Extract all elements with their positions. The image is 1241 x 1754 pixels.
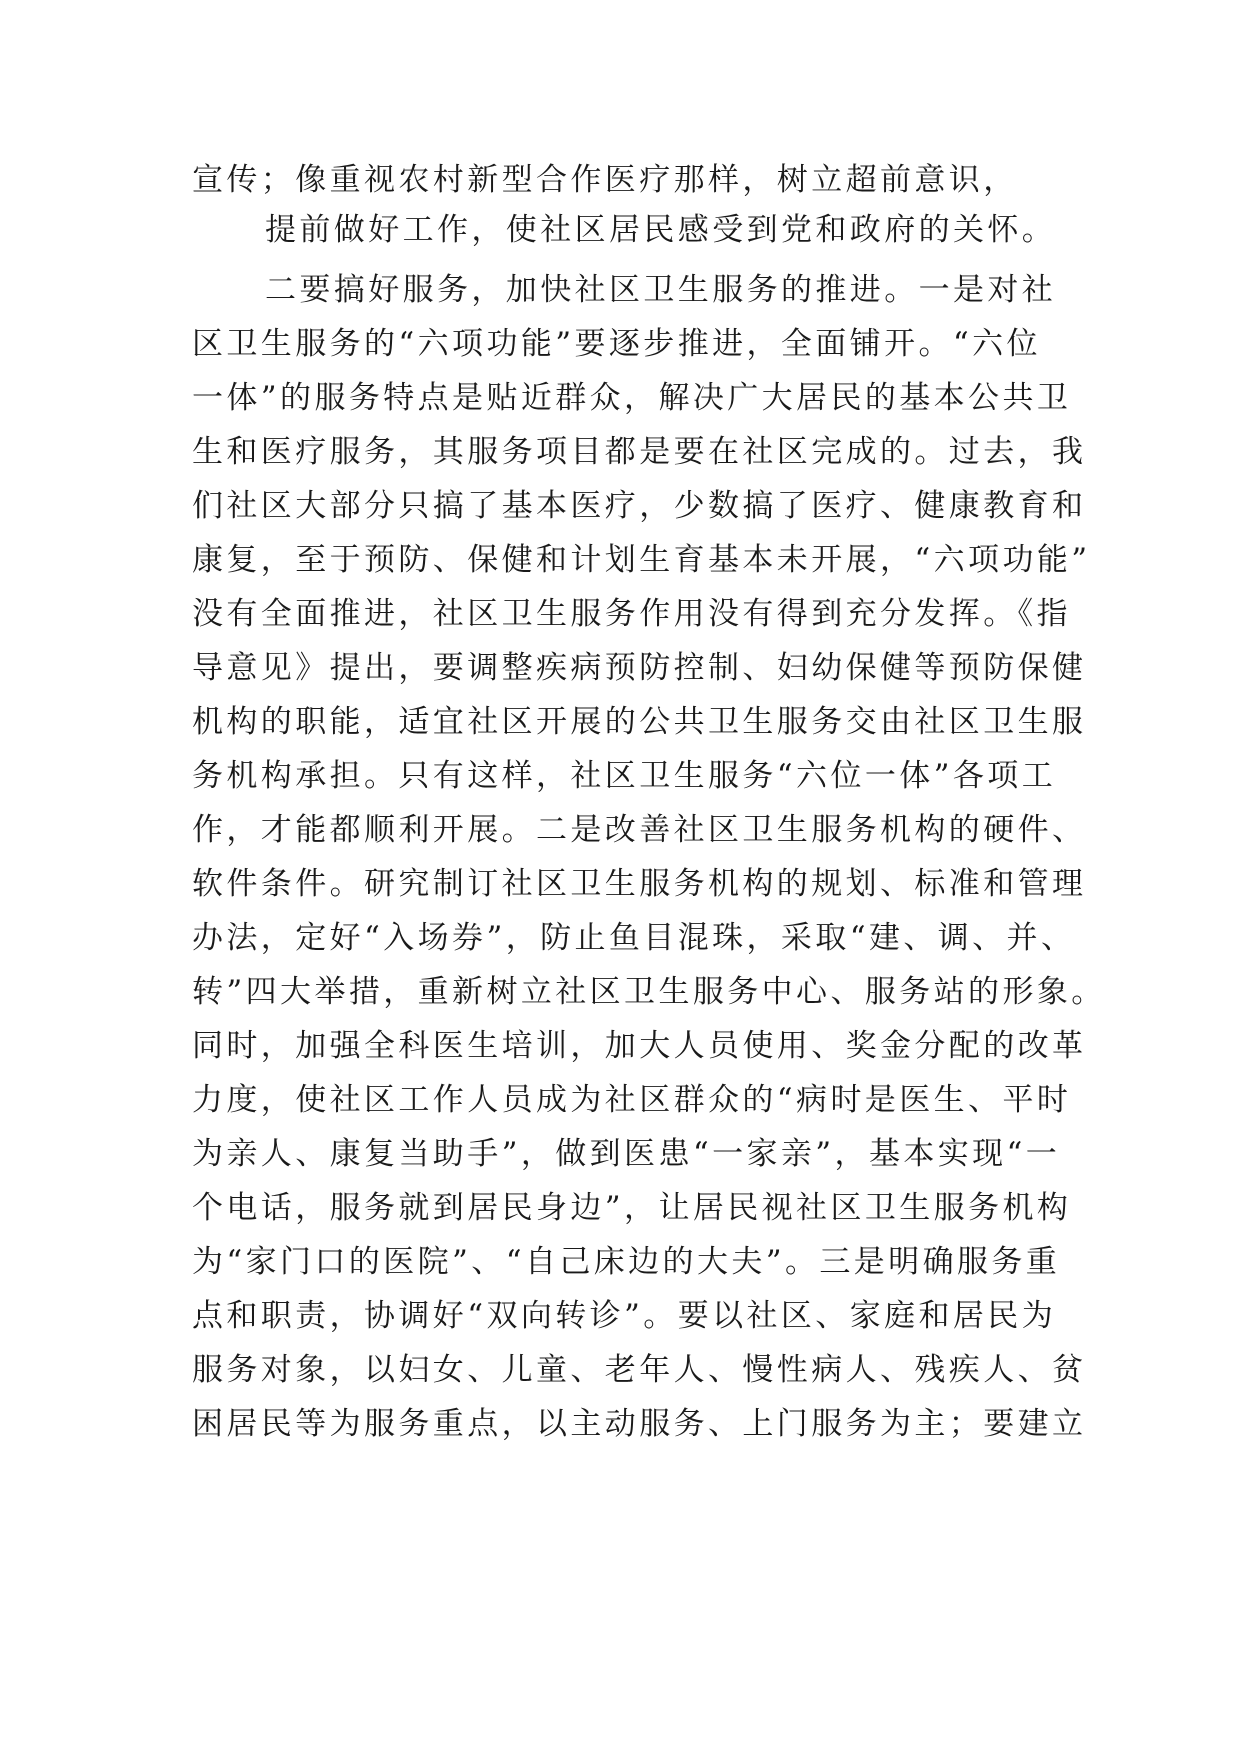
text-line: 康复，至于预防、保健和计划生育基本未开展，“六项功能” — [192, 542, 1091, 578]
text-line: 务机构承担。只有这样，社区卫生服务“六位一体”各项工 — [192, 758, 1057, 794]
text-line: 转”四大举措，重新树立社区卫生服务中心、服务站的形象。 — [192, 974, 1106, 1010]
text-line: 为“家门口的医院”、“自己床边的大夫”。三是明确服务重 — [192, 1244, 1061, 1280]
text-line: 为亲人、康复当助手”，做到医患“一家亲”，基本实现“一 — [192, 1136, 1061, 1172]
text-line: 点和职责，协调好“双向转诊”。要以社区、家庭和居民为 — [192, 1298, 1057, 1334]
text-line: 办法，定好“入场券”，防止鱼目混珠，采取“建、调、并、 — [192, 920, 1076, 956]
text-line: 机构的职能，适宜社区开展的公共卫生服务交由社区卫生服 — [192, 704, 1087, 740]
text-line: 们社区大部分只搞了基本医疗，少数搞了医疗、健康教育和 — [192, 488, 1087, 524]
text-line: 生和医疗服务，其服务项目都是要在社区完成的。过去，我 — [192, 434, 1087, 470]
text-line: 力度，使社区工作人员成为社区群众的“病时是医生、平时 — [192, 1082, 1072, 1118]
paragraph-start-line: 二要搞好服务，加快社区卫生服务的推进。一是对社 — [265, 272, 1057, 308]
text-line: 宣传；像重视农村新型合作医疗那样，树立超前意识， — [192, 162, 1018, 198]
text-line: 个电话，服务就到居民身边”，让居民视社区卫生服务机构 — [192, 1190, 1072, 1226]
text-line: 同时，加强全科医生培训，加大人员使用、奖金分配的改革 — [192, 1028, 1087, 1064]
text-line: 作，才能都顺利开展。二是改善社区卫生服务机构的硬件、 — [192, 812, 1087, 848]
text-line: 区卫生服务的“六项功能”要逐步推进，全面铺开。“六位 — [192, 326, 1041, 362]
text-line: 没有全面推进，社区卫生服务作用没有得到充分发挥。《指 — [192, 596, 1071, 632]
text-line: 一体”的服务特点是贴近群众，解决广大居民的基本公共卫 — [192, 380, 1072, 416]
text-line: 困居民等为服务重点，以主动服务、上门服务为主；要建立 — [192, 1406, 1087, 1442]
text-line: 提前做好工作，使社区居民感受到党和政府的关怀。 — [265, 212, 1057, 248]
text-line: 软件条件。研究制订社区卫生服务机构的规划、标准和管理 — [192, 866, 1087, 902]
text-line: 服务对象，以妇女、儿童、老年人、慢性病人、残疾人、贫 — [192, 1352, 1087, 1388]
text-line: 导意见》提出，要调整疾病预防控制、妇幼保健等预防保健 — [192, 650, 1087, 686]
